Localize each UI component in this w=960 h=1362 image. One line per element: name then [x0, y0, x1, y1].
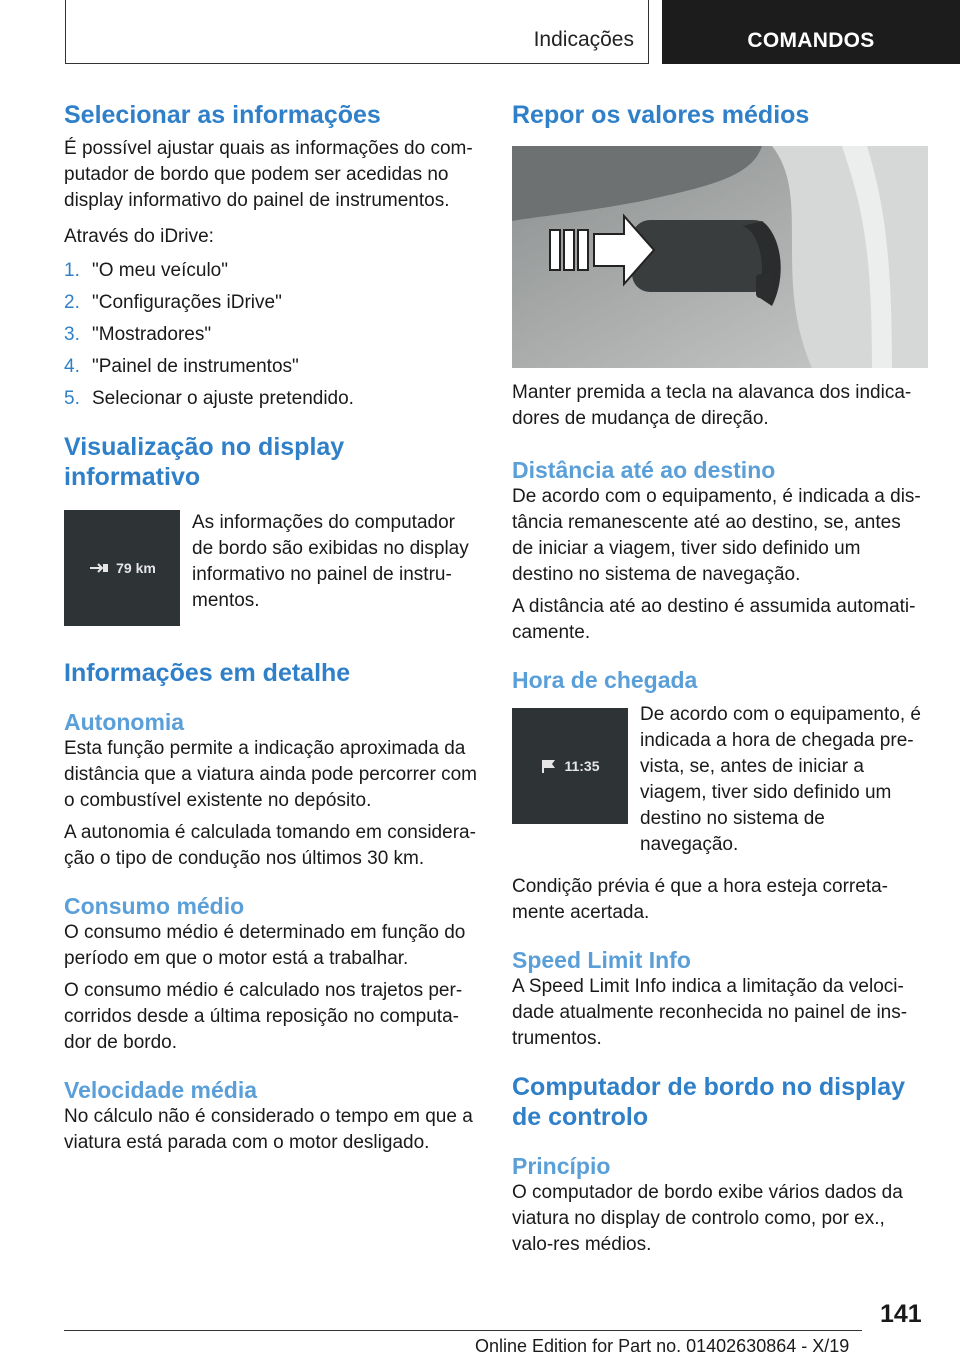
page-number: 141	[880, 1300, 922, 1328]
paragraph-autonomia-2: A autonomia é calculada tomando em considera-ção o tipo de condução nos últimos 30 km.	[64, 822, 476, 869]
heading-repor: Repor os valores médios	[512, 101, 810, 129]
fuel-range-icon	[88, 561, 110, 575]
heading-speed-limit: Speed Limit Info	[512, 947, 691, 973]
paragraph-principio: O computador de bordo exibe vários dados da viatura no display de controlo como, por ex., valo-res médios.	[512, 1182, 903, 1255]
footer-rule	[64, 1330, 862, 1331]
heading-autonomia: Autonomia	[64, 709, 185, 735]
header-rule-left	[65, 0, 66, 64]
paragraph-speed-limit: A Speed Limit Info indica a limitação da veloci-dade atualmente reconhecida no painel de ins-trumentos.	[512, 976, 908, 1049]
heading-display-info: Visualização no display informativo	[64, 433, 345, 491]
paragraph-condicao: Condição prévia é que a hora esteja correta-mente acertada.	[512, 876, 889, 923]
turn-signal-lever-image	[512, 146, 928, 368]
header-chapter-tab: COMANDOS	[662, 0, 960, 64]
list-item: 5. Selecionar o ajuste pretendido.	[64, 388, 354, 409]
flag-icon	[540, 758, 558, 774]
footer-edition: Online Edition for Part no. 01402630864 - X/19	[475, 1336, 850, 1356]
paragraph-display-info: As informações do computador de bordo são exibidas no display informativo no painel de instru-mentos.	[192, 512, 469, 611]
paragraph-consumo-2: O consumo médio é calculado nos trajetos per-corridos desde a última reposição no computa-dor de bordo.	[64, 980, 463, 1053]
header-rule-bottom	[65, 63, 649, 64]
range-display-image	[64, 510, 180, 626]
list-item: 1. "O meu veículo"	[64, 260, 228, 281]
list-item: 3. "Mostradores"	[64, 324, 212, 345]
left-column	[64, 100, 478, 1156]
heading-principio: Princípio	[512, 1153, 611, 1179]
paragraph-repor: Manter premida a tecla na alavanca dos indica-dores de mudança de direção.	[512, 382, 912, 429]
idrive-steps-list	[64, 258, 478, 412]
right-column	[512, 100, 926, 1258]
heading-select-info: Selecionar as informações	[64, 101, 381, 129]
paragraph-via-idrive: Através do iDrive:	[64, 226, 214, 247]
paragraph-autonomia-1: Esta função permite a indicação aproximada da distância que a viatura ainda pode percorrer com o combustível existente no depósito.	[64, 738, 477, 811]
list-item: 4. "Painel de instrumentos"	[64, 356, 299, 377]
range-figure-row	[64, 510, 478, 626]
arrival-figure-row	[512, 702, 926, 858]
header-rule-right	[648, 0, 649, 64]
paragraph-consumo-1: O consumo médio é determinado em função do período em que o motor está a trabalhar.	[64, 922, 466, 969]
paragraph-distancia-1: De acordo com o equipamento, é indicada a dis-tância remanescente até ao destino, se, antes de iniciar a viagem, tiver sido definido um destino no sistema de navegação.	[512, 486, 921, 585]
heading-velocidade: Velocidade média	[64, 1077, 258, 1103]
paragraph-velocidade: No cálculo não é considerado o tempo em que a viatura está parada com o motor desligado.	[64, 1106, 473, 1153]
list-item: 2. "Configurações iDrive"	[64, 292, 282, 313]
paragraph-hora: De acordo com o equipamento, é indicada a hora de chegada pre-vista, se, antes de iniciar a viagem, tiver sido definido um destino no sistema de navegação.	[640, 704, 921, 855]
heading-computador: Computador de bordo no display de controlo	[512, 1073, 906, 1131]
heading-consumo: Consumo médio	[64, 893, 245, 919]
heading-distancia: Distância até ao destino	[512, 457, 776, 483]
heading-details: Informações em detalhe	[64, 659, 351, 687]
paragraph-distancia-2: A distância até ao destino é assumida automati-camente.	[512, 596, 916, 643]
heading-hora: Hora de chegada	[512, 667, 698, 693]
arrival-time-value: 11:35	[564, 758, 600, 774]
range-value: 79 km	[116, 560, 156, 576]
paragraph-select-info: É possível ajustar quais as informações do com-putador de bordo que podem ser acedidas no display informativo do painel de instrumentos.	[64, 138, 473, 211]
header-section-title: Indicações	[533, 28, 634, 51]
arrival-display-image	[512, 708, 628, 824]
